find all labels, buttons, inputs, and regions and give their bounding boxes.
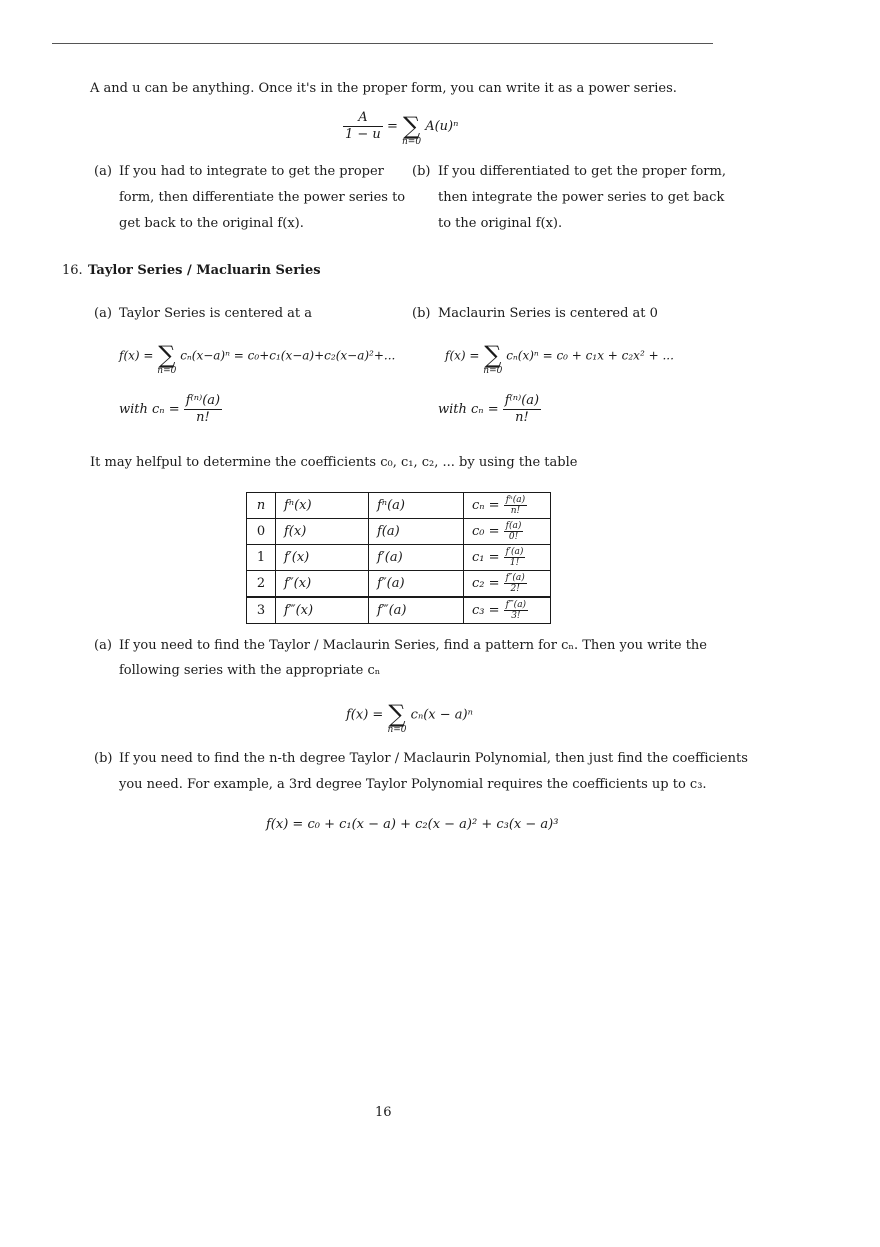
formula-rhs: cₙ(x)ⁿ = c₀ + c₁x + c₂x² + ... [506,348,674,363]
page-number: 16 [375,1105,392,1120]
maclaurin-marker: (b) [412,306,431,321]
row-fx: f″(x) [276,571,369,598]
cn-denominator: n! [510,506,521,516]
section-title: Taylor Series / Macluarin Series [88,263,321,278]
formula-rhs: cₙ(x−a)ⁿ = c₀+c₁(x−a)+c₂(x−a)²+... [180,348,396,363]
cn-lhs: c₃ = [472,603,500,618]
cn-fraction [504,600,528,621]
cn-denominator: 2! [510,584,520,594]
cn-denominator: 1! [509,558,520,568]
row-n: 2 [247,571,276,598]
prior-item-b-line: then integrate the power series to get back [438,190,725,205]
row-fa: f(a) [369,519,464,545]
summation: ∑ n=0 [402,111,422,147]
with-label: with cₙ = [438,402,499,417]
row-n: 1 [247,545,276,571]
coefficient-denominator: n! [196,410,210,425]
coefficient-numerator: f⁽ⁿ⁾(a) [504,393,540,408]
header-rule [52,43,713,44]
summation: ∑ n=0 [483,341,503,376]
formula-fraction [343,110,383,143]
cn-fraction [504,573,527,594]
formula-numerator: A [343,110,383,127]
taylor-marker: (a) [94,306,112,321]
item-b-line: you need. For example, a 3rd degree Taylor Polynomial requires the coefficients up to c₃. [119,777,707,792]
row-cn [464,519,551,545]
formula-lhs: f(x) = [445,348,480,363]
formula-term: A(u)ⁿ [425,119,459,134]
row-fa: f‴(a) [369,597,464,624]
summation: ∑ n=0 [157,341,177,376]
cn-numerator: fⁿ(a) [505,495,526,505]
coefficient-table [246,492,551,624]
table-row [247,571,551,598]
header-cn [464,493,551,519]
cn-fraction [504,495,527,516]
item-a-line: If you need to find the Taylor / Maclaurin Series, find a pattern for cₙ. Then you write the [119,638,707,653]
maclaurin-center-text: Maclaurin Series is centered at 0 [438,306,658,321]
sum-lower-limit: n=0 [402,136,422,147]
row-n: 3 [247,597,276,624]
formula-lhs: f(x) = [119,348,154,363]
summation: ∑ n=0 [387,700,407,735]
taylor-coefficient [119,393,222,426]
row-fa: f″(a) [369,571,464,598]
formula-equals: = [386,119,398,134]
row-cn [464,545,551,571]
taylor-center-text: Taylor Series is centered at a [119,306,313,321]
sum-lower-limit: n=0 [387,725,407,735]
prior-item-b-line: If you differentiated to get the proper form, [438,164,726,179]
taylor-series-formula [119,340,396,376]
item-b-line: If you need to find the n-th degree Taylor / Maclaurin Polynomial, then just find the coefficients [119,751,748,766]
table-intro: It may helfpul to determine the coefficients c₀, c₁, c₂, ... by using the table [90,455,578,470]
table-header-row [247,493,551,519]
table-row [247,545,551,571]
item-a-marker: (a) [94,638,112,653]
item-b-marker: (b) [94,751,113,766]
formula-rhs: cₙ(x − a)ⁿ [410,707,473,723]
cn-numerator: f′(a) [505,547,524,557]
cn-denominator: 3! [511,611,521,621]
formula-lhs: f(x) = [346,707,384,723]
prior-item-a-marker: (a) [94,164,112,179]
section-number: 16. [62,263,83,278]
cn-numerator: f(a) [505,521,522,531]
table-row [247,597,551,624]
cn-fraction [504,547,526,568]
table-row [247,519,551,545]
row-fx: f‴(x) [276,597,369,624]
cn-fraction [504,521,524,542]
row-fx: f′(x) [276,545,369,571]
power-series-formula [343,110,459,147]
cn-lhs: cₙ = [472,498,500,513]
maclaurin-coefficient [438,393,541,426]
prior-item-a-line: get back to the original f(x). [119,216,304,231]
item-a-line: following series with the appropriate cₙ [119,663,381,678]
taylor-polynomial-formula: f(x) = c₀ + c₁(x − a) + c₂(x − a)² + c₃(x − a)³ [266,817,559,832]
coefficient-denominator: n! [515,410,529,425]
row-n: 0 [247,519,276,545]
sum-lower-limit: n=0 [483,366,503,376]
maclaurin-series-formula [445,340,674,376]
coefficient-fraction [503,393,541,426]
formula-denominator: 1 − u [345,127,381,142]
taylor-general-formula [346,699,473,735]
intro-text: A and u can be anything. Once it's in the proper form, you can write it as a power series. [90,81,677,96]
cn-lhs: c₁ = [472,550,500,565]
with-label: with cₙ = [119,402,180,417]
row-cn [464,597,551,624]
row-fx: f(x) [276,519,369,545]
coefficient-numerator: f⁽ⁿ⁾(a) [185,393,221,408]
row-cn [464,571,551,598]
header-fx: fⁿ(x) [276,493,369,519]
cn-numerator: f‴(a) [505,600,527,610]
prior-item-b-marker: (b) [412,164,431,179]
row-fa: f′(a) [369,545,464,571]
coefficient-fraction [184,393,222,426]
cn-numerator: f″(a) [505,573,525,583]
cn-lhs: c₀ = [472,524,500,539]
prior-item-b-line: to the original f(x). [438,216,563,231]
cn-denominator: 0! [508,532,519,542]
header-n: n [247,493,276,519]
cn-lhs: c₂ = [472,576,500,591]
header-fa: fⁿ(a) [369,493,464,519]
sum-lower-limit: n=0 [157,366,177,376]
prior-item-a-line: form, then differentiate the power series to [119,190,406,205]
prior-item-a-line: If you had to integrate to get the proper [119,164,384,179]
